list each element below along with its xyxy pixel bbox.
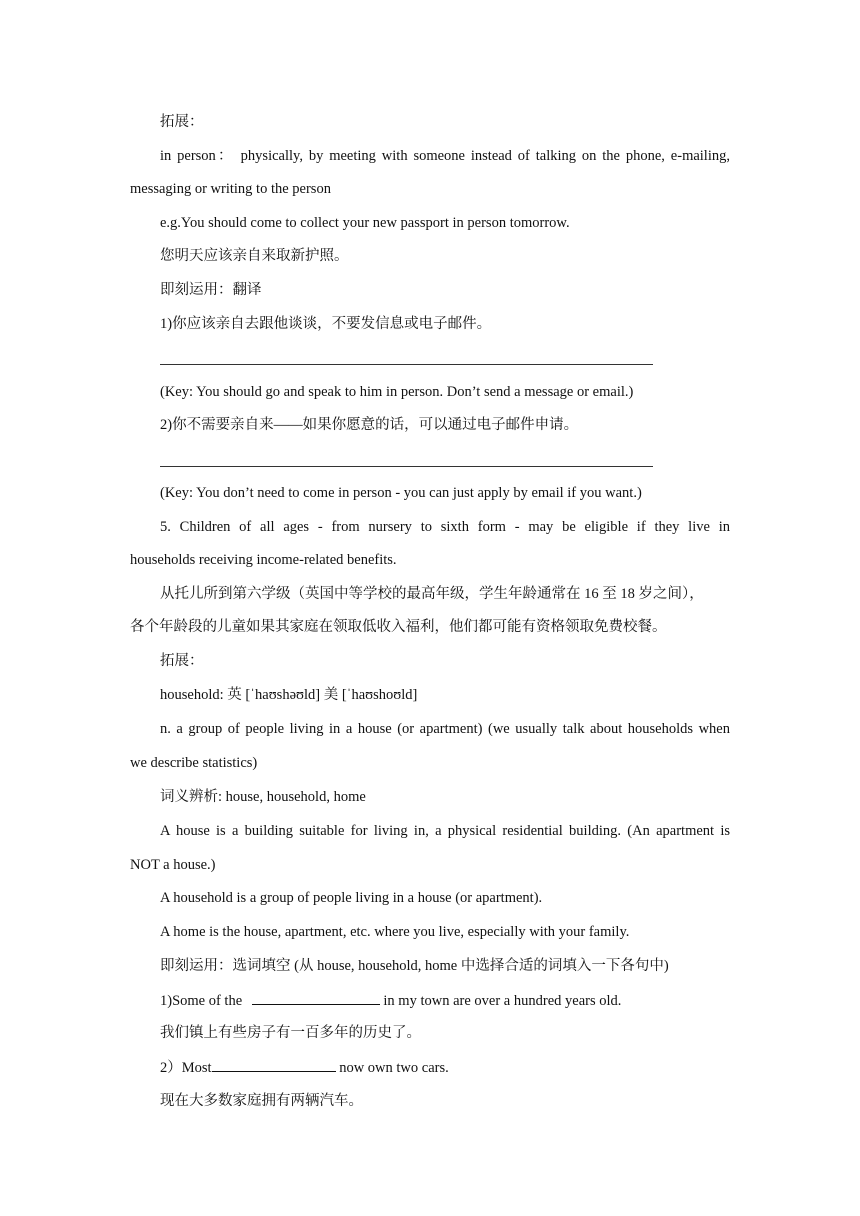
sentence-5-translation-line2: 各个年龄段的儿童如果其家庭在领取低收入福利，他们都可能有资格领取免费校餐。 <box>130 619 667 635</box>
answer-line-1 <box>160 364 653 365</box>
exercise-item-1: 1)你应该亲自去跟他谈谈，不要发信息或电子邮件。 <box>160 316 492 332</box>
fill-blank-2[interactable] <box>212 1057 336 1072</box>
fill-blank-item-1-translation: 我们镇上有些房子有一百多年的历史了。 <box>160 1025 421 1041</box>
household-definition-line2: we describe statistics) <box>130 755 258 771</box>
word-distinction-heading: 词义辨析: house, household, home <box>160 789 366 805</box>
exercise-heading-fill-blank: 即刻运用：选词填空 (从 house, household, home 中选择合适的词填入一下各句中) <box>160 958 669 974</box>
example-sentence: e.g.You should come to collect your new passport in person tomorrow. <box>160 215 570 231</box>
household-definition: A household is a group of people living in a house (or apartment). <box>160 890 543 906</box>
home-definition: A home is the house, apartment, etc. where you live, especially with your family. <box>160 924 630 940</box>
definition-in-person-line1: in person： physically, by meeting with someone instead of talking on the phone, e-mailing, <box>160 148 730 164</box>
definition-in-person-line2: messaging or writing to the person <box>130 181 331 197</box>
fill-blank-item-1-end: in my town are over a hundred years old. <box>379 993 622 1009</box>
fill-blank-item-1 <box>130 990 730 1011</box>
exercise-item-2: 2)你不需要亲自来——如果你愿意的话，可以通过电子邮件申请。 <box>160 417 579 433</box>
section-heading-expand-2: 拓展： <box>160 653 204 669</box>
house-definition-line1: A house is a building suitable for living in, a physical residential building. (An apartment is <box>160 823 730 839</box>
section-heading-expand: 拓展： <box>160 114 204 130</box>
exercise-heading-translate: 即刻运用：翻译 <box>160 282 262 298</box>
fill-blank-1[interactable] <box>252 990 380 1005</box>
fill-blank-item-2-start: 2）Most <box>160 1060 212 1076</box>
answer-line-2 <box>160 466 653 467</box>
answer-key-1: (Key: You should go and speak to him in person. Don’t send a message or email.) <box>160 384 634 400</box>
answer-key-2: (Key: You don’t need to come in person - you can just apply by email if you want.) <box>160 485 642 501</box>
fill-blank-item-1-start: 1)Some of the <box>160 993 246 1009</box>
household-definition-line1: n. a group of people living in a house (or apartment) (we usually talk about households when <box>160 721 730 737</box>
example-translation: 您明天应该亲自来取新护照。 <box>160 248 349 264</box>
fill-blank-item-2 <box>130 1057 730 1078</box>
household-pronunciation: household: 英 [ˈhaʊshəʊld] 美 [ˈhaʊshoʊld] <box>160 687 418 703</box>
sentence-5-line2: households receiving income-related benefits. <box>130 552 397 568</box>
sentence-5-line1: 5. Children of all ages - from nursery to sixth form - may be eligible if they live in <box>160 519 730 535</box>
house-definition-line2: NOT a house.) <box>130 857 216 873</box>
sentence-5-translation-line1: 从托儿所到第六学级（英国中等学校的最高年级，学生年龄通常在 16 至 18 岁之间）， <box>160 586 704 602</box>
fill-blank-item-2-translation: 现在大多数家庭拥有两辆汽车。 <box>160 1093 363 1109</box>
fill-blank-item-2-end: now own two cars. <box>335 1060 449 1076</box>
